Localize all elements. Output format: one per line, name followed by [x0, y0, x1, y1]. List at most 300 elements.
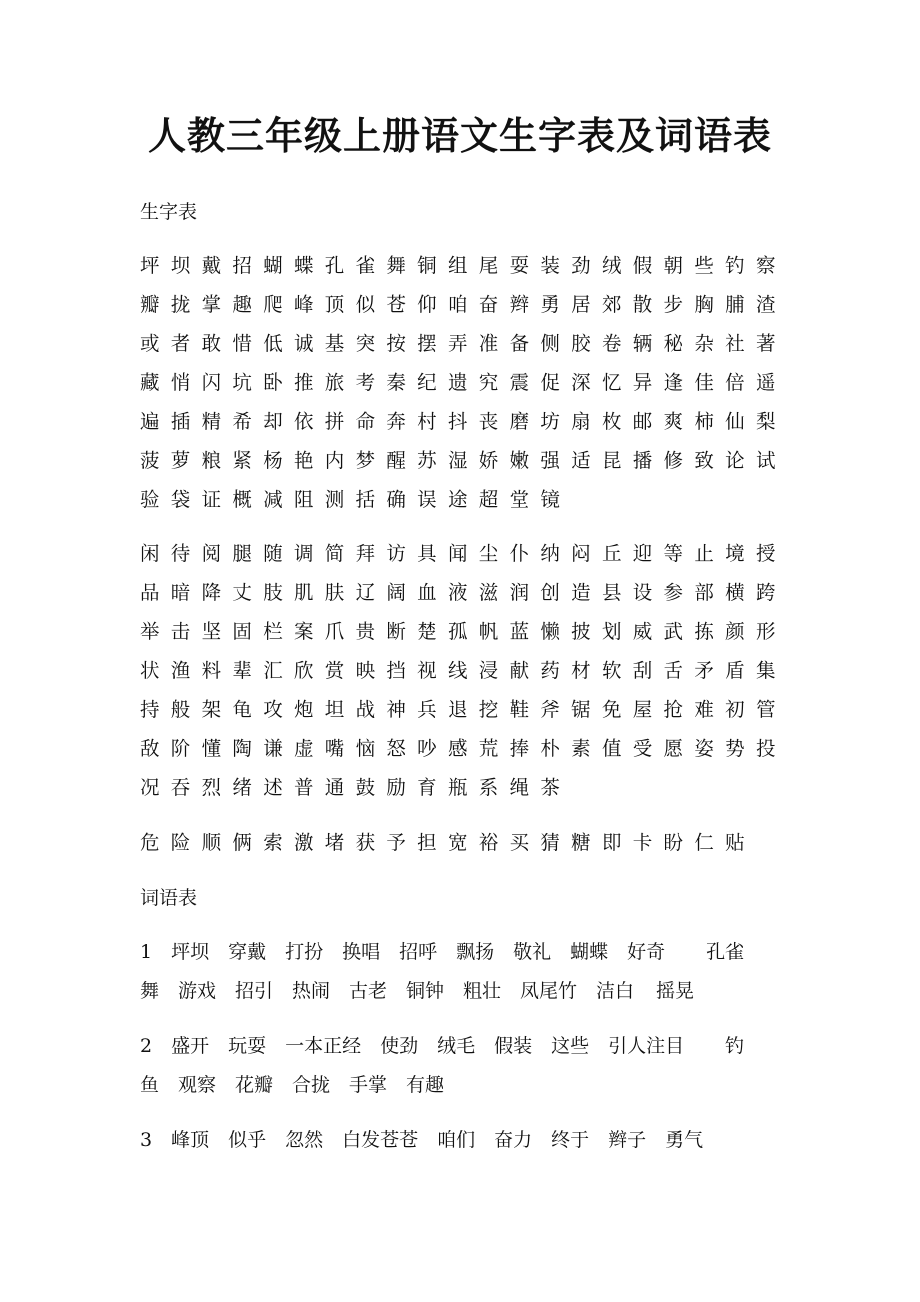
character: 佳: [694, 371, 714, 394]
character: 闲: [140, 542, 160, 565]
character: 基: [324, 332, 345, 355]
character: 般: [170, 698, 191, 721]
character: 通: [324, 776, 345, 799]
character: 柿: [694, 410, 714, 433]
character: 脯: [725, 293, 745, 316]
character: 粮: [201, 449, 222, 472]
character: 龟: [232, 698, 252, 721]
character: 糖: [571, 831, 591, 854]
character: 假: [632, 254, 653, 277]
character: 戴: [201, 254, 222, 277]
character: 神: [386, 698, 406, 721]
character: 播: [632, 449, 653, 472]
character: 材: [571, 659, 591, 682]
character: 炮: [293, 698, 314, 721]
character-line: [140, 291, 787, 319]
character: 确: [386, 488, 406, 511]
character: 忆: [601, 371, 622, 394]
character: 县: [601, 581, 622, 604]
character: 跨: [755, 581, 776, 604]
character: 括: [355, 488, 376, 511]
character: 爽: [663, 410, 684, 433]
character: 刮: [632, 659, 653, 682]
character: 耍: [509, 254, 530, 277]
character: 湿: [447, 449, 468, 472]
character: 素: [571, 737, 591, 760]
character: 迎: [632, 542, 653, 565]
character: 些: [694, 254, 714, 277]
character: 坪: [140, 254, 160, 277]
character: 震: [509, 371, 530, 394]
character: 挖: [478, 698, 499, 721]
character: 社: [725, 332, 745, 355]
character: 普: [293, 776, 314, 799]
character: 固: [232, 620, 252, 643]
character: 舌: [663, 659, 684, 682]
character: 装: [540, 254, 560, 277]
character: 横: [725, 581, 745, 604]
character-line: [140, 447, 787, 475]
character: 雀: [355, 254, 376, 277]
character: 梦: [355, 449, 376, 472]
character: 宽: [447, 831, 468, 854]
character: 润: [509, 581, 530, 604]
character: 绪: [232, 776, 252, 799]
character: 卡: [632, 831, 653, 854]
character: 血: [417, 581, 437, 604]
character: 或: [140, 332, 160, 355]
character: 蝶: [293, 254, 314, 277]
character: 备: [509, 332, 530, 355]
character: 勇: [540, 293, 560, 316]
character: 颜: [725, 620, 745, 643]
character: 谦: [263, 737, 283, 760]
character: 献: [509, 659, 530, 682]
character: 诚: [293, 332, 314, 355]
character: 感: [447, 737, 468, 760]
character: 倍: [725, 371, 745, 394]
character: 超: [478, 488, 499, 511]
character: 梨: [755, 410, 776, 433]
character: 拢: [170, 293, 191, 316]
character: 邮: [632, 410, 653, 433]
character: 艳: [293, 449, 314, 472]
character: 扇: [571, 410, 591, 433]
character: 辽: [355, 581, 376, 604]
character: 渣: [755, 293, 776, 316]
character: 推: [293, 371, 314, 394]
character: 蝴: [263, 254, 283, 277]
character: 村: [417, 410, 437, 433]
character: 渔: [170, 659, 191, 682]
character: 鼓: [355, 776, 376, 799]
character: 察: [755, 254, 776, 277]
character: 挡: [386, 659, 406, 682]
character: 品: [140, 581, 160, 604]
word-line: 2 盛开 玩耍 一本正经 使劲 绒毛 假装 这些 引人注目 钓: [140, 1035, 745, 1057]
character: 持: [140, 698, 160, 721]
character: 猜: [540, 831, 560, 854]
character: 划: [601, 620, 622, 643]
character: 论: [725, 449, 745, 472]
character: 卷: [601, 332, 622, 355]
character: 止: [694, 542, 714, 565]
character: 造: [571, 581, 591, 604]
character: 减: [263, 488, 283, 511]
character: 荒: [478, 737, 499, 760]
character-line: [140, 618, 787, 646]
character: 绒: [601, 254, 622, 277]
character: 袋: [170, 488, 191, 511]
character: 内: [324, 449, 345, 472]
character: 设: [632, 581, 653, 604]
character: 突: [355, 332, 376, 355]
character: 买: [509, 831, 530, 854]
character: 披: [571, 620, 591, 643]
character: 组: [447, 254, 468, 277]
character: 线: [447, 659, 468, 682]
character: 究: [478, 371, 499, 394]
character: 盾: [725, 659, 745, 682]
character: 斧: [540, 698, 560, 721]
character: 尾: [478, 254, 499, 277]
character: 抖: [447, 410, 468, 433]
character: 途: [447, 488, 468, 511]
character: 趣: [232, 293, 252, 316]
character: 纪: [417, 371, 437, 394]
character: 参: [663, 581, 684, 604]
character: 奋: [478, 293, 499, 316]
character: 懒: [540, 620, 560, 643]
character: 镜: [540, 488, 560, 511]
character: 欣: [293, 659, 314, 682]
word-line: 1 坪坝 穿戴 打扮 换唱 招呼 飘扬 敬礼 蝴蝶 好奇 孔雀: [140, 941, 745, 963]
character-line: [140, 657, 787, 685]
character: 弄: [447, 332, 468, 355]
character: 阻: [293, 488, 314, 511]
character: 醒: [386, 449, 406, 472]
character: 适: [571, 449, 591, 472]
character: 视: [417, 659, 437, 682]
character: 系: [478, 776, 499, 799]
character: 枚: [601, 410, 622, 433]
character: 药: [540, 659, 560, 682]
character: 屋: [632, 698, 653, 721]
character: 胶: [571, 332, 591, 355]
character: 异: [632, 371, 653, 394]
character: 者: [170, 332, 191, 355]
character-line: [140, 408, 787, 436]
character: 拣: [694, 620, 714, 643]
character: 软: [601, 659, 622, 682]
character: 捧: [509, 737, 530, 760]
character: 架: [201, 698, 222, 721]
character: 似: [355, 293, 376, 316]
character: 仰: [417, 293, 437, 316]
character: 绳: [509, 776, 530, 799]
character: 杂: [694, 332, 714, 355]
character: 劲: [571, 254, 591, 277]
character: 断: [386, 620, 406, 643]
character: 获: [355, 831, 376, 854]
character: 初: [725, 698, 745, 721]
character: 滋: [478, 581, 499, 604]
character: 遗: [447, 371, 468, 394]
character: 部: [694, 581, 714, 604]
word-table-heading: 词语表: [140, 887, 198, 909]
character-table-heading: 生字表: [140, 201, 198, 223]
character: 奔: [386, 410, 406, 433]
character: 蓝: [509, 620, 530, 643]
character: 具: [417, 542, 437, 565]
character: 矛: [694, 659, 714, 682]
character: 堂: [509, 488, 530, 511]
character: 胸: [694, 293, 714, 316]
character: 瓣: [140, 293, 160, 316]
character: 仆: [509, 542, 530, 565]
character: 抢: [663, 698, 684, 721]
character: 准: [478, 332, 499, 355]
character: 辈: [232, 659, 252, 682]
character: 形: [755, 620, 776, 643]
character: 赏: [324, 659, 345, 682]
character: 孤: [447, 620, 468, 643]
character: 拼: [324, 410, 345, 433]
character: 激: [293, 831, 314, 854]
character: 映: [355, 659, 376, 682]
character-line: [140, 369, 787, 397]
page-title: 人教三年级上册语文生字表及词语表: [147, 113, 772, 158]
character: 依: [293, 410, 314, 433]
character: 退: [447, 698, 468, 721]
character: 菠: [140, 449, 160, 472]
character: 免: [601, 698, 622, 721]
character: 咱: [447, 293, 468, 316]
character: 辫: [509, 293, 530, 316]
character: 修: [663, 449, 684, 472]
character: 居: [571, 293, 591, 316]
character: 授: [755, 542, 776, 565]
character: 逢: [663, 371, 684, 394]
character: 顶: [324, 293, 345, 316]
character: 堵: [324, 831, 345, 854]
character: 坑: [232, 371, 252, 394]
character: 值: [601, 737, 622, 760]
character: 著: [755, 332, 776, 355]
character: 管: [755, 698, 776, 721]
character: 爪: [324, 620, 345, 643]
character: 楚: [417, 620, 437, 643]
character: 怒: [386, 737, 406, 760]
character: 昆: [601, 449, 622, 472]
character: 武: [663, 620, 684, 643]
character: 考: [355, 371, 376, 394]
character: 姿: [694, 737, 714, 760]
character: 敢: [201, 332, 222, 355]
character: 等: [663, 542, 684, 565]
character: 敌: [140, 737, 160, 760]
character: 误: [417, 488, 437, 511]
character: 顺: [201, 831, 222, 854]
character: 测: [324, 488, 345, 511]
character: 降: [201, 581, 222, 604]
character: 阅: [201, 542, 222, 565]
character: 暗: [170, 581, 191, 604]
character: 肌: [293, 581, 314, 604]
character: 肤: [324, 581, 345, 604]
character: 威: [632, 620, 653, 643]
character: 散: [632, 293, 653, 316]
character: 孔: [324, 254, 345, 277]
character: 举: [140, 620, 160, 643]
character: 瓶: [447, 776, 468, 799]
character: 吵: [417, 737, 437, 760]
character: 鞋: [509, 698, 530, 721]
character: 势: [725, 737, 745, 760]
character: 旅: [324, 371, 345, 394]
character: 娇: [478, 449, 499, 472]
character: 闻: [447, 542, 468, 565]
character: 萝: [170, 449, 191, 472]
character: 仙: [725, 410, 745, 433]
character: 案: [293, 620, 314, 643]
character: 致: [694, 449, 714, 472]
character: 阶: [170, 737, 191, 760]
character: 难: [694, 698, 714, 721]
character: 舞: [386, 254, 406, 277]
character: 铜: [417, 254, 437, 277]
character: 茶: [540, 776, 560, 799]
character: 烈: [201, 776, 222, 799]
character: 遍: [140, 410, 160, 433]
character: 秘: [663, 332, 684, 355]
character: 峰: [293, 293, 314, 316]
character: 朴: [540, 737, 560, 760]
word-line: 舞 游戏 招引 热闹 古老 铜钟 粗壮 凤尾竹 洁白 摇晃: [140, 980, 695, 1002]
character: 吞: [170, 776, 191, 799]
character: 阔: [386, 581, 406, 604]
character: 待: [170, 542, 191, 565]
character: 投: [755, 737, 776, 760]
character: 按: [386, 332, 406, 355]
character: 浸: [478, 659, 499, 682]
character: 遥: [755, 371, 776, 394]
character: 腿: [232, 542, 252, 565]
character: 钓: [725, 254, 745, 277]
word-line: 3 峰顶 似乎 忽然 白发苍苍 咱们 奋力 终于 辫子 勇气: [140, 1129, 704, 1151]
character: 却: [263, 410, 283, 433]
character: 命: [355, 410, 376, 433]
character: 懂: [201, 737, 222, 760]
character: 集: [755, 659, 776, 682]
character: 述: [263, 776, 283, 799]
character: 访: [386, 542, 406, 565]
character: 受: [632, 737, 653, 760]
character: 深: [571, 371, 591, 394]
character: 精: [201, 410, 222, 433]
character: 坊: [540, 410, 560, 433]
character: 创: [540, 581, 560, 604]
character: 帆: [478, 620, 499, 643]
character: 状: [140, 659, 160, 682]
character: 恼: [355, 737, 376, 760]
character: 调: [293, 542, 314, 565]
character-line: [140, 486, 571, 514]
character: 盼: [663, 831, 684, 854]
character: 裕: [478, 831, 499, 854]
character: 丈: [232, 581, 252, 604]
character: 简: [324, 542, 345, 565]
character: 攻: [263, 698, 283, 721]
character: 纳: [540, 542, 560, 565]
character: 贴: [725, 831, 745, 854]
character: 苍: [386, 293, 406, 316]
character: 卧: [263, 371, 283, 394]
character: 藏: [140, 371, 160, 394]
character: 掌: [201, 293, 222, 316]
character: 尘: [478, 542, 499, 565]
character: 坝: [170, 254, 191, 277]
character: 锯: [571, 698, 591, 721]
character-line: [140, 579, 787, 607]
character: 栏: [263, 620, 283, 643]
character: 低: [263, 332, 283, 355]
character: 贵: [355, 620, 376, 643]
character: 危: [140, 831, 160, 854]
character: 杨: [263, 449, 283, 472]
character: 兵: [417, 698, 437, 721]
character-line: [140, 252, 787, 280]
character: 惜: [232, 332, 252, 355]
character: 仁: [694, 831, 714, 854]
character: 丧: [478, 410, 499, 433]
character: 概: [232, 488, 252, 511]
character: 证: [201, 488, 222, 511]
character: 战: [355, 698, 376, 721]
character: 即: [601, 831, 622, 854]
character: 苏: [417, 449, 437, 472]
character: 嘴: [324, 737, 345, 760]
character-line: [140, 540, 787, 568]
character: 辆: [632, 332, 653, 355]
character: 闷: [571, 542, 591, 565]
character: 坦: [324, 698, 345, 721]
character-line: [140, 735, 787, 763]
character: 验: [140, 488, 160, 511]
character: 拜: [355, 542, 376, 565]
character: 励: [386, 776, 406, 799]
character: 境: [725, 542, 745, 565]
character: 郊: [601, 293, 622, 316]
character: 紧: [232, 449, 252, 472]
character: 磨: [509, 410, 530, 433]
character: 陶: [232, 737, 252, 760]
character: 爬: [263, 293, 283, 316]
character: 强: [540, 449, 560, 472]
character: 试: [755, 449, 776, 472]
character: 步: [663, 293, 684, 316]
character-line: [140, 774, 571, 802]
character: 击: [170, 620, 191, 643]
character: 朝: [663, 254, 684, 277]
character: 愿: [663, 737, 684, 760]
character: 索: [263, 831, 283, 854]
character: 侧: [540, 332, 560, 355]
character: 悄: [170, 371, 191, 394]
character: 随: [263, 542, 283, 565]
word-line: 鱼 观察 花瓣 合拢 手掌 有趣: [140, 1074, 445, 1096]
character: 担: [417, 831, 437, 854]
